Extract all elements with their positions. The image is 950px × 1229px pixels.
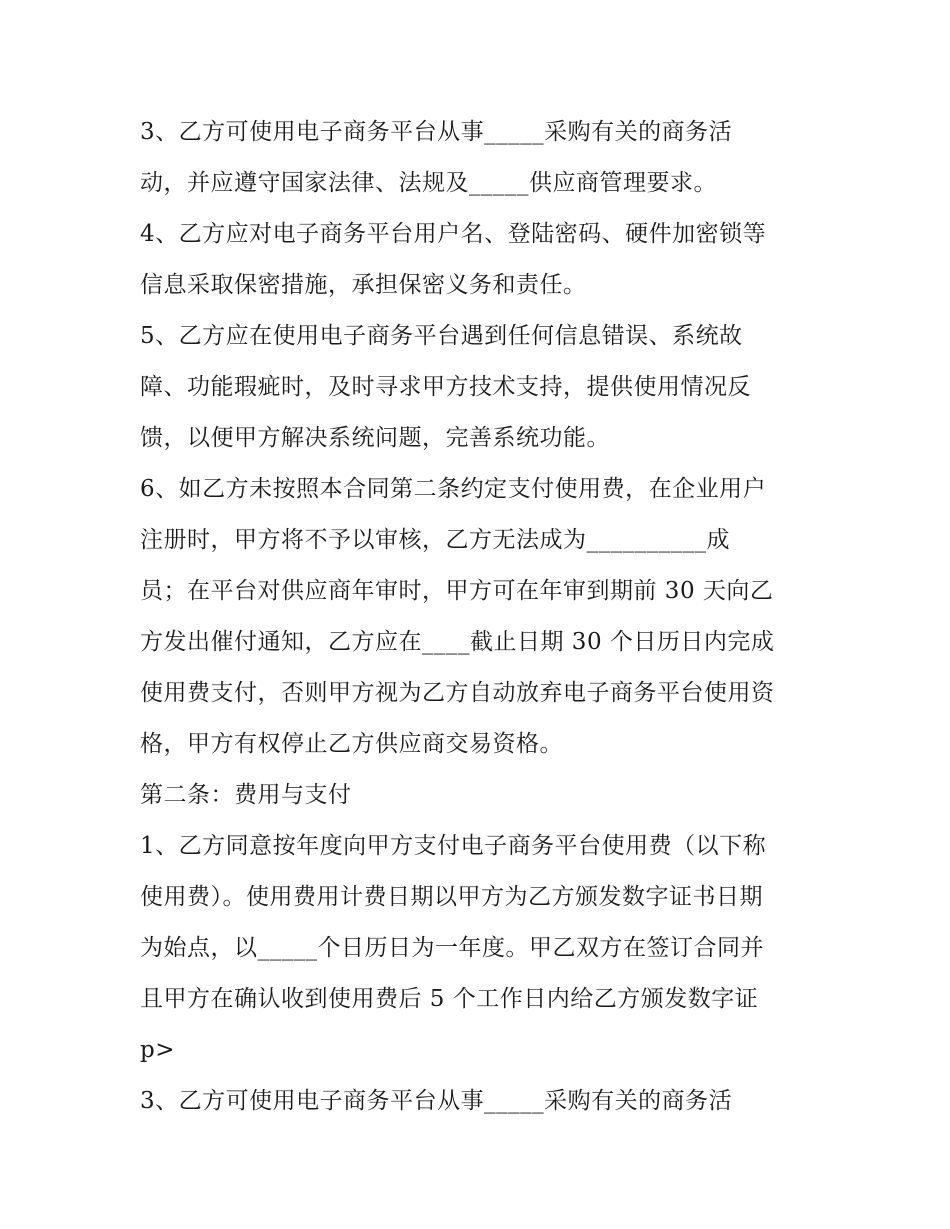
text-line: 5、乙方应在使用电子商务平台遇到任何信息错误、系统故 [140,323,743,349]
text-line: 3、乙方可使用电子商务平台从事_____采购有关的商务活 [140,1088,733,1114]
text-line: 3、乙方可使用电子商务平台从事_____采购有关的商务活 [140,119,733,145]
text-line: 信息采取保密措施，承担保密义务和责任。 [140,272,587,298]
text-line: 方发出催付通知，乙方应在____截止日期 30 个日历日内完成 [140,629,775,655]
text-line: p> [140,1037,175,1063]
text-line: 为始点，以_____个日历日为一年度。甲乙双方在签订合同并 [140,935,764,961]
text-line: 动，并应遵守国家法律、法规及_____供应商管理要求。 [140,170,717,196]
text-line: 1、乙方同意按年度向甲方支付电子商务平台使用费（以下称 [140,833,767,859]
text-line: 使用费）。使用费用计费日期以甲方为乙方颁发数字证书日期 [140,884,763,910]
text-line: 6、如乙方未按照本合同第二条约定支付使用费，在企业用户 [140,476,767,502]
text-line: 使用费支付，否则甲方视为乙方自动放弃电子商务平台使用资 [140,680,775,706]
text-line: 员；在平台对供应商年审时，甲方可在年审到期前 30 天向乙 [140,578,774,604]
section-heading: 第二条：费用与支付 [140,782,352,808]
text-line: 障、功能瑕疵时，及时寻求甲方技术支持，提供使用情况反 [140,374,751,400]
text-line: 4、乙方应对电子商务平台用户名、登陆密码、硬件加密锁等 [140,221,767,247]
text-line: 馈，以便甲方解决系统问题，完善系统功能。 [140,425,610,451]
text-line: 格，甲方有权停止乙方供应商交易资格。 [140,731,563,757]
text-line: 注册时，甲方将不予以审核，乙方无法成为__________成 [140,527,730,553]
text-line: 且甲方在确认收到使用费后 5 个工作日内给乙方颁发数字证 [140,986,759,1012]
